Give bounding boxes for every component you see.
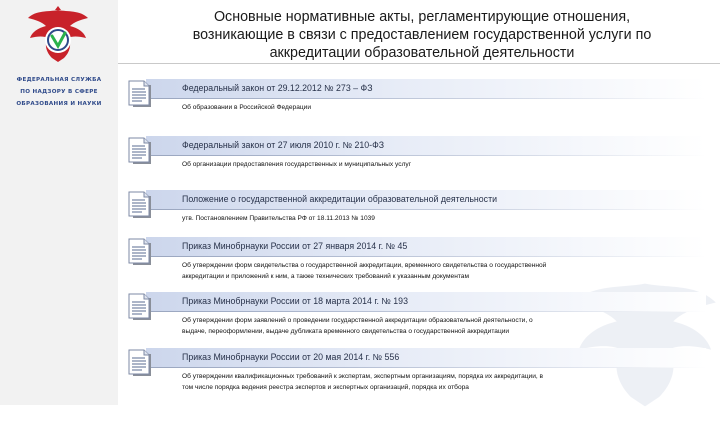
agency-line: ОБРАЗОВАНИЯ И НАУКИ <box>16 101 102 107</box>
list-item <box>126 237 706 282</box>
title-line: Основные нормативные акты, регламентирующие отношения, <box>213 9 631 25</box>
document-icon <box>128 137 154 166</box>
item-description <box>182 103 702 114</box>
item-heading: Приказ Минобрнауки России от 18 марта 2014 г. № 193 <box>182 296 408 306</box>
item-heading: Приказ Минобрнауки России от 27 января 2014 г. № 45 <box>182 241 408 251</box>
item-description <box>182 372 702 393</box>
document-icon <box>128 349 154 378</box>
agency-line: ФЕДЕРАЛЬНАЯ СЛУЖБА <box>16 77 102 83</box>
list-item <box>126 136 706 181</box>
description-line: том числе порядка ведения реестра экспертов и экспертных организаций, порядка их отбора <box>182 383 469 391</box>
description-line: аккредитации и приложений к ним, а также технических требований к указанным документам <box>182 272 470 280</box>
title-line: аккредитации образовательной деятельности <box>269 45 575 61</box>
sidebar <box>0 0 118 405</box>
item-description <box>182 316 702 337</box>
list-item <box>126 348 706 393</box>
description-line: Об утверждении форм заявлений о проведении государственной аккредитации образовательной деятельности, о <box>182 317 533 324</box>
item-heading: Федеральный закон от 27 июля 2010 г. № 210-ФЗ <box>182 140 385 150</box>
title-line: возникающие в связи с предоставлением государственной услуги по <box>192 27 652 43</box>
list-item <box>126 190 706 235</box>
list-item <box>126 292 706 337</box>
description-line: утв. Постановлением Правительства РФ от 18.11.2013 № 1039 <box>182 215 375 222</box>
document-icon <box>128 293 154 322</box>
item-description <box>182 214 702 225</box>
item-heading: Федеральный закон от 29.12.2012 № 273 – ФЗ <box>182 83 373 93</box>
title-divider <box>118 63 720 64</box>
eagle-emblem-icon <box>22 6 94 66</box>
agency-name <box>4 74 114 110</box>
description-line: выдаче, переоформлении, выдаче дубликата временного свидетельства о государственной аккредитации <box>182 327 510 335</box>
document-icon <box>128 191 154 220</box>
agency-line: ПО НАДЗОРУ В СФЕРЕ <box>20 89 98 95</box>
description-line: Об утверждении квалификационных требований к экспертам, экспертным организациям, порядка их аккредитации, в <box>182 373 544 380</box>
document-icon <box>128 238 154 267</box>
item-description <box>182 160 702 171</box>
description-line: Об утверждении форм свидетельства о государственной аккредитации, временного свидетельства о государственной <box>182 262 547 269</box>
document-icon <box>128 80 154 109</box>
description-line: Об организации предоставления государственных и муниципальных услуг <box>182 161 412 168</box>
page-title <box>132 8 712 62</box>
item-heading: Приказ Минобрнауки России от 20 мая 2014 г. № 556 <box>182 352 400 362</box>
list-item <box>126 79 706 124</box>
item-heading: Положение о государственной аккредитации образовательной деятельности <box>182 194 498 204</box>
description-line: Об образовании в Российской Федерации <box>182 104 312 111</box>
item-description <box>182 261 702 282</box>
